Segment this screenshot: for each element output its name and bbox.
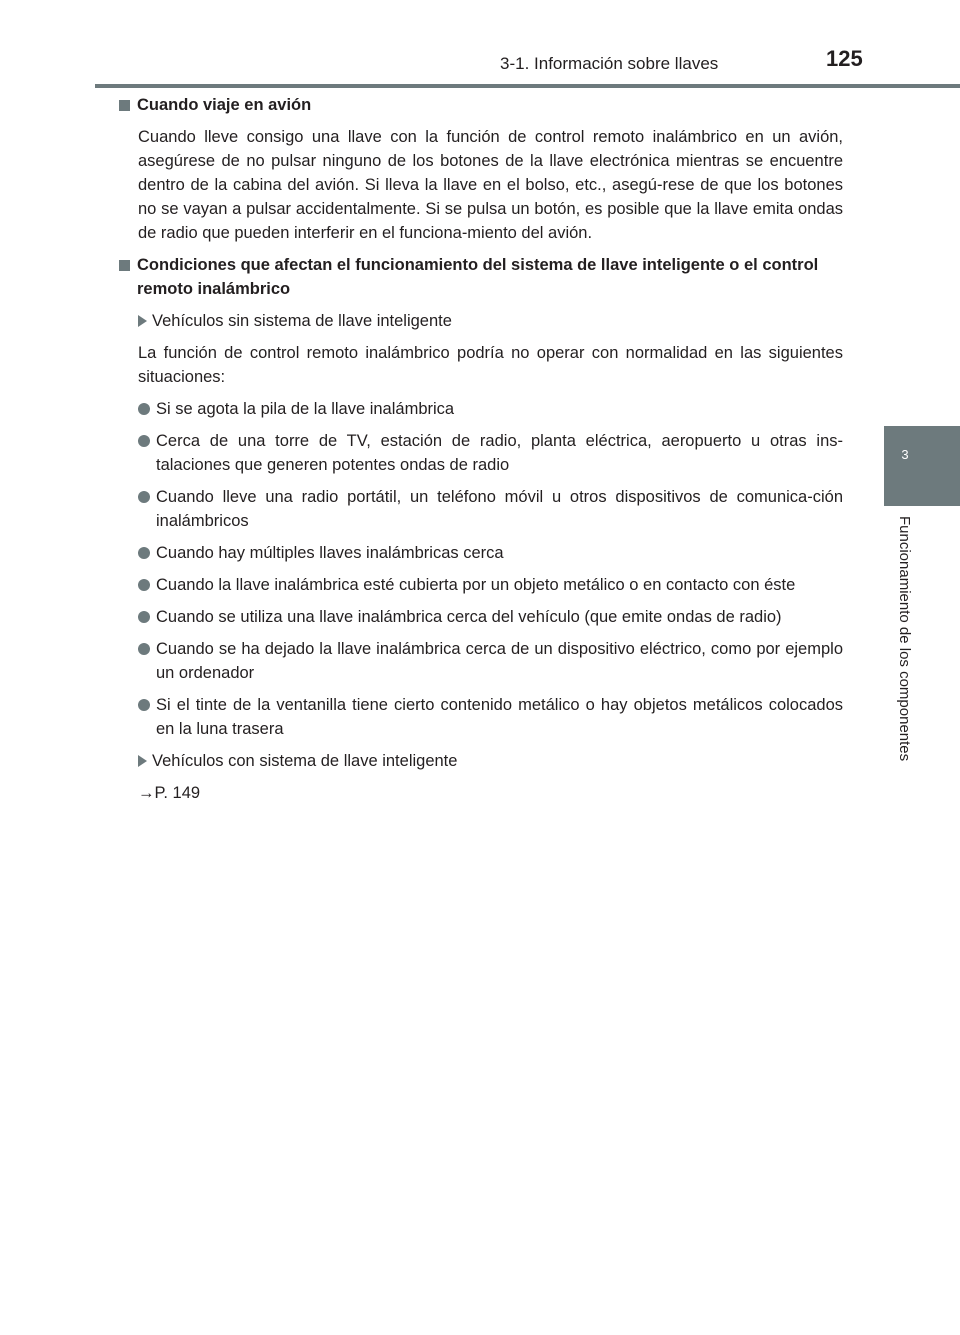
list-item — [138, 573, 843, 597]
page-number: 125 — [826, 46, 863, 71]
page-reference-link[interactable]: →P. 149 — [138, 784, 201, 802]
subsection-intro: La función de control remoto inalámbrico podría no operar con normalidad en las siguientes situaciones: — [138, 344, 843, 386]
square-bullet-icon — [119, 100, 130, 111]
list-item-text: Cerca de una torre de TV, estación de radio, planta eléctrica, aeropuerto u otras ins-talaciones que generen potentes ondas de radio — [156, 432, 843, 474]
subsection-title: Vehículos con sistema de llave inteligente — [152, 752, 458, 770]
square-bullet-icon — [119, 260, 130, 271]
subsection-title: Vehículos sin sistema de llave inteligente — [152, 312, 452, 330]
list-item — [138, 429, 843, 477]
circle-bullet-icon — [138, 699, 150, 711]
circle-bullet-icon — [138, 403, 150, 415]
list-item — [138, 605, 843, 629]
list-item-text: Cuando hay múltiples llaves inalámbricas cerca — [156, 544, 504, 562]
circle-bullet-icon — [138, 547, 150, 559]
list-item-text: Cuando se utiliza una llave inalámbrica cerca del vehículo (que emite ondas de radio) — [156, 608, 782, 626]
list-item-text: Si el tinte de la ventanilla tiene cierto contenido metálico o hay objetos metálicos colocados en la luna trasera — [156, 696, 843, 738]
chapter-label: Funcionamiento de los componentes — [896, 516, 913, 762]
section-title: Cuando viaje en avión — [137, 96, 312, 114]
list-item — [138, 485, 843, 533]
circle-bullet-icon — [138, 611, 150, 623]
list-item — [138, 637, 843, 685]
section-heading — [119, 253, 843, 301]
section-title: Condiciones que afectan el funcionamiento del sistema de llave inteligente o el control remoto inalámbrico — [137, 256, 819, 298]
list-item — [138, 693, 843, 741]
circle-bullet-icon — [138, 579, 150, 591]
list-item — [138, 397, 843, 421]
section-heading — [119, 93, 843, 117]
circle-bullet-icon — [138, 491, 150, 503]
header-section-title: 3-1. Información sobre llaves — [500, 54, 719, 73]
triangle-arrow-icon — [138, 755, 147, 767]
list-item — [138, 541, 843, 565]
subsection-heading — [138, 749, 843, 773]
subsection-heading — [138, 309, 843, 333]
chapter-number: 3 — [901, 447, 909, 462]
section-paragraph: Cuando lleve consigo una llave con la función de control remoto inalámbrico en un avión, asegúrese de no pulsar ninguno de los botones de la llave electrónica mientras se encuentre dentro de la cabina del avión. Si lleva la llave en el bolso, etc., asegú-rese de que los botones no se vayan a pulsar accidentalmente. Si se pulsa un botón, es posible que la llave emita ondas de radio que pueden interferir en el funciona-miento del avión. — [138, 128, 843, 242]
list-item-text: Cuando la llave inalámbrica esté cubierta por un objeto metálico o en contacto con éste — [156, 576, 796, 594]
list-item-text: Cuando se ha dejado la llave inalámbrica cerca de un dispositivo eléctrico, como por ejemplo un ordenador — [156, 640, 843, 682]
triangle-arrow-icon — [138, 315, 147, 327]
page-content — [119, 93, 843, 813]
list-item-text: Si se agota la pila de la llave inalámbrica — [156, 400, 455, 418]
header-rule — [95, 84, 960, 88]
chapter-tab — [884, 426, 960, 506]
list-item-text: Cuando lleve una radio portátil, un teléfono móvil u otros dispositivos de comunica-ción inalámbricos — [156, 488, 843, 530]
circle-bullet-icon — [138, 643, 150, 655]
circle-bullet-icon — [138, 435, 150, 447]
